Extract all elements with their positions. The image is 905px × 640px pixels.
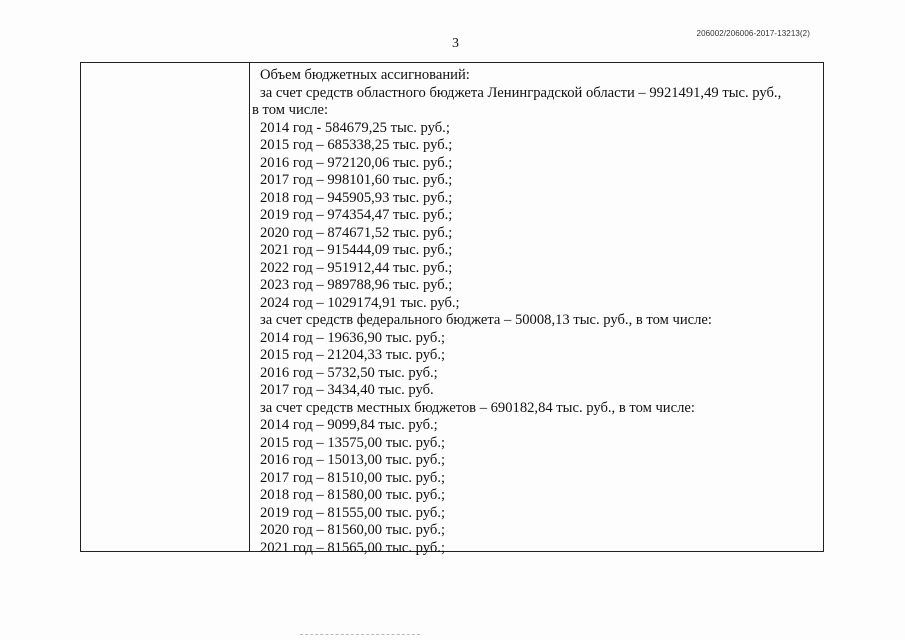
federal-year-item: 2016 год – 5732,50 тыс. руб.;	[260, 364, 438, 381]
local-year-item: 2019 год – 81555,00 тыс. руб.;	[260, 504, 446, 521]
budget-cell	[252, 67, 819, 557]
regional-heading-text: за счет средств областного бюджета Ленинградской области – 9921491,49 тыс. руб.,	[260, 84, 782, 101]
budget-table	[80, 62, 824, 556]
regional-years-list	[252, 120, 819, 313]
local-year-item: 2015 год – 13575,00 тыс. руб.;	[260, 434, 446, 451]
local-year-item: 2014 год – 9099,84 тыс. руб.;	[260, 417, 438, 433]
regional-year-item: 2020 год – 874671,52 тыс. руб.;	[260, 224, 453, 241]
regional-year-item: 2019 год – 974354,47 тыс. руб.;	[260, 207, 453, 223]
local-year-item: 2018 год – 81580,00 тыс. руб.;	[260, 487, 446, 503]
federal-heading: за счет средств федерального бюджета – 50008,13 тыс. руб., в том числе:	[260, 312, 712, 328]
federal-year-item: 2014 год – 19636,90 тыс. руб.;	[260, 329, 446, 346]
page-number: 3	[452, 36, 459, 51]
local-heading: за счет средств местных бюджетов – 690182,84 тыс. руб., в том числе:	[260, 399, 695, 416]
column-divider	[249, 63, 250, 551]
federal-years-list	[252, 330, 819, 400]
regional-year-item: 2015 год – 685338,25 тыс. руб.;	[260, 137, 453, 153]
local-year-item: 2016 год – 15013,00 тыс. руб.;	[260, 452, 446, 468]
federal-year-item: 2015 год – 21204,33 тыс. руб.;	[260, 347, 446, 363]
federal-year-item: 2017 год – 3434,40 тыс. руб.	[260, 382, 434, 398]
regional-year-item: 2014 год - 584679,25 тыс. руб.;	[260, 119, 450, 136]
regional-year-item: 2023 год – 989788,96 тыс. руб.;	[260, 277, 453, 293]
local-year-item: 2017 год – 81510,00 тыс. руб.;	[260, 469, 446, 486]
regional-year-item: 2016 год – 972120,06 тыс. руб.;	[260, 154, 453, 171]
regional-year-item: 2021 год – 915444,09 тыс. руб.;	[260, 242, 453, 258]
local-year-item: 2021 год – 81565,00 тыс. руб.;	[260, 539, 446, 556]
budget-title: Объем бюджетных ассигнований:	[260, 67, 470, 83]
local-year-item: 2020 год – 81560,00 тыс. руб.;	[260, 522, 446, 538]
regional-year-item: 2017 год – 998101,60 тыс. руб.;	[260, 172, 453, 188]
regional-heading	[252, 85, 819, 103]
regional-year-item: 2018 год – 945905,93 тыс. руб.;	[260, 189, 453, 206]
regional-year-item: 2024 год – 1029174,91 тыс. руб.;	[260, 294, 460, 311]
scan-artifact	[300, 634, 420, 636]
document-id: 206002/206006-2017-13213(2)	[696, 29, 810, 38]
local-years-list	[252, 417, 819, 557]
regional-year-item: 2022 год – 951912,44 тыс. руб.;	[260, 259, 453, 276]
regional-heading-end: в том числе:	[252, 102, 329, 118]
